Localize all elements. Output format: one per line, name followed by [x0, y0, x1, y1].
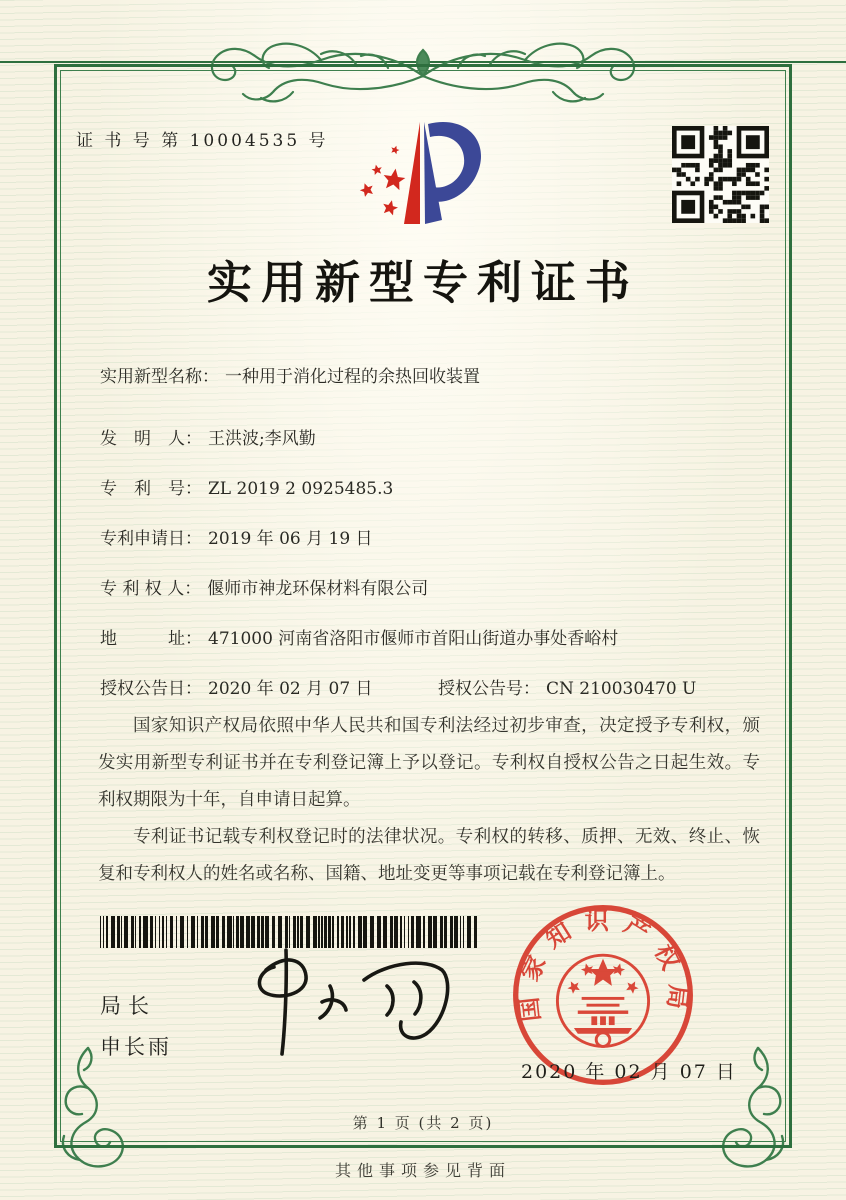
field-grant-date	[100, 674, 766, 699]
legal-statement	[98, 708, 760, 893]
field-application-date	[100, 524, 766, 549]
field-label: 授权公告号：	[438, 679, 540, 699]
legal-paragraph-2: 专利证书记载专利权登记时的法律状况。专利权的转移、质押、无效、终止、恢复和专利权人的姓名或名称、国籍、地址变更等事项记载在专利登记簿上。	[98, 827, 760, 884]
field-inventors	[100, 424, 766, 449]
field-value: 471000 河南省洛阳市偃师市首阳山街道办事处香峪村	[208, 629, 619, 649]
field-value: 2019 年 06 月 19 日	[208, 529, 373, 549]
page-number: 第 1 页 (共 2 页)	[352, 1114, 494, 1132]
field-value: ZL 2019 2 0925485.3	[208, 479, 394, 499]
field-label: 专 利 权 人：	[100, 579, 202, 599]
field-value: CN 210030470 U	[546, 679, 697, 699]
field-utility-model-name	[100, 362, 766, 387]
field-patentee	[100, 574, 766, 599]
certificate-title: 实用新型专利证书	[206, 256, 639, 309]
field-label: 专利申请日：	[100, 529, 202, 549]
field-value: 王洪波;李风勤	[208, 429, 316, 449]
certificate-number: 证 书 号 第 10004535 号	[76, 131, 329, 151]
field-value: 偃师市神龙环保材料有限公司	[207, 579, 429, 599]
field-label: 地 址：	[100, 629, 202, 649]
field-label: 实用新型名称：	[100, 367, 219, 387]
back-side-note: 其他事项参见背面	[334, 1161, 511, 1180]
seal-text: 国家知识产权局	[512, 905, 694, 1024]
qr-code-icon	[672, 126, 769, 223]
signer-title: 局长	[100, 994, 156, 1018]
field-label: 发 明 人：	[100, 429, 202, 449]
field-patent-number	[100, 474, 766, 499]
field-value: 2020 年 02 月 07 日	[208, 679, 373, 699]
legal-paragraph-1: 国家知识产权局依照中华人民共和国专利法经过初步审查，决定授予专利权，颁发实用新型专利证书并在专利登记簿上予以登记。专利权自授权公告之日起生效。专利权期限为十年，自申请日起算。	[98, 716, 760, 810]
field-label: 授权公告日：	[100, 679, 202, 699]
seal-date: 2020 年 02 月 07 日	[521, 1061, 737, 1083]
cnipa-logo-icon	[338, 110, 510, 238]
field-address	[100, 624, 766, 649]
handwritten-signature-icon	[222, 944, 474, 1072]
field-grant-number	[438, 674, 696, 699]
field-value: 一种用于消化过程的余热回收装置	[225, 367, 480, 387]
signer-name: 申长雨	[100, 1035, 172, 1059]
field-label: 专 利 号：	[100, 479, 202, 499]
